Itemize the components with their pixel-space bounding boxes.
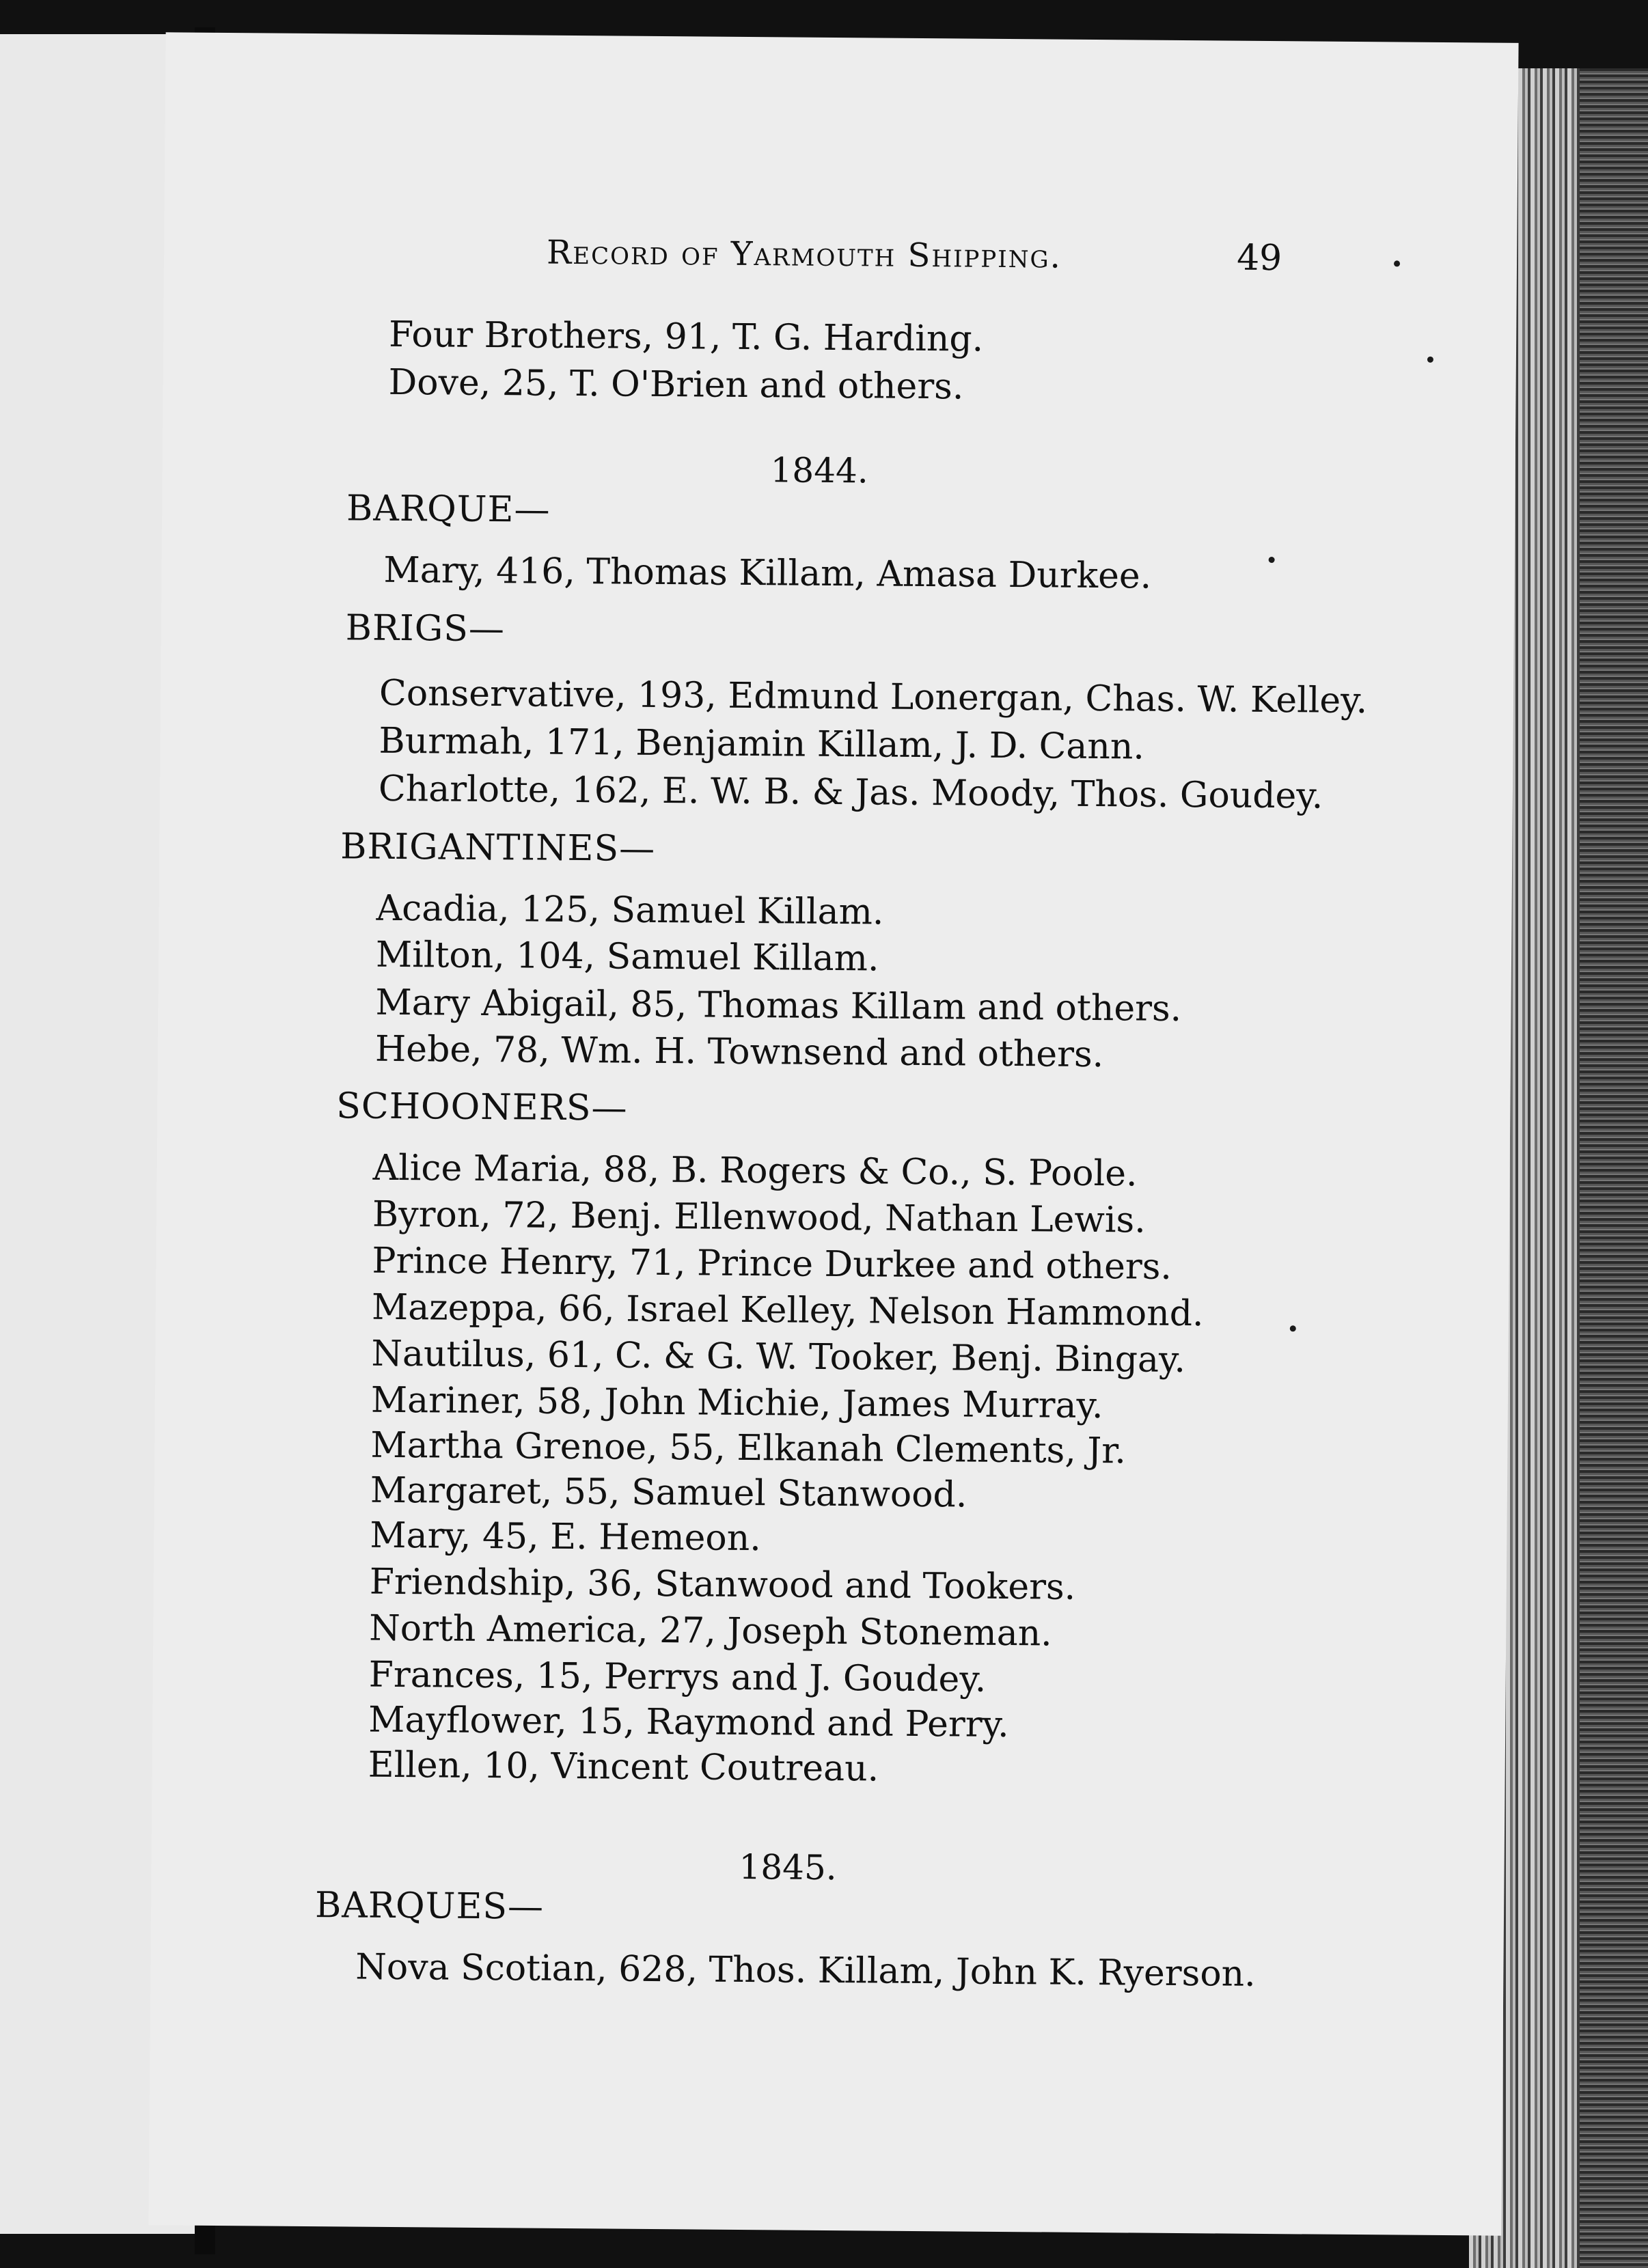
section-heading: SCHOONERS—: [336, 1085, 628, 1129]
entry-line: Mary Abigail, 85, Thomas Killam and others.: [375, 982, 1182, 1029]
entry-line: Mayflower, 15, Raymond and Perry.: [368, 1699, 1009, 1746]
ink-speck: [1394, 260, 1400, 266]
entry-line: Frances, 15, Perrys and J. Goudey.: [368, 1654, 987, 1700]
entry-line: Mariner, 58, John Michie, James Murray.: [370, 1379, 1103, 1427]
ink-speck: [1269, 557, 1275, 563]
entry-line: Nautilus, 61, C. & G. W. Tooker, Benj. Bingay.: [371, 1333, 1186, 1381]
entry-line: Hebe, 78, Wm. H. Townsend and others.: [374, 1028, 1104, 1076]
entry-line: Conservative, 193, Edmund Lonergan, Chas. W. Kelley.: [379, 672, 1368, 722]
entry-line: Prince Henry, 71, Prince Durkee and others.: [372, 1240, 1172, 1288]
year-heading: 1845.: [739, 1847, 837, 1888]
page-edge-shadow: [1580, 68, 1648, 2268]
entry-line: Friendship, 36, Stanwood and Tookers.: [369, 1561, 1076, 1608]
book-page: [148, 32, 1518, 2235]
section-heading: BRIGS—: [345, 607, 506, 650]
section-heading: BRIGANTINES—: [340, 826, 656, 870]
page-content: [148, 32, 1518, 2235]
entry-line: Burmah, 171, Benjamin Killam, J. D. Cann.: [379, 720, 1145, 768]
entry-line: Margaret, 55, Samuel Stanwood.: [370, 1469, 967, 1516]
section-heading: BARQUE—: [346, 488, 551, 531]
running-title: Record of Yarmouth Shipping.: [546, 233, 1062, 276]
ink-speck: [1427, 357, 1433, 363]
ink-speck: [1290, 1325, 1296, 1331]
entry-line: Martha Grenoe, 55, Elkanah Clements, Jr.: [370, 1424, 1127, 1472]
entry-line: Alice Maria, 88, B. Rogers & Co., S. Poole.: [372, 1147, 1138, 1195]
entry-line: Four Brothers, 91, T. G. Harding.: [388, 314, 984, 360]
entry-line: Mazeppa, 66, Israel Kelley, Nelson Hammond.: [371, 1286, 1204, 1335]
entry-line: North America, 27, Joseph Stoneman.: [369, 1607, 1052, 1655]
entry-line: Byron, 72, Benj. Ellenwood, Nathan Lewis.: [372, 1193, 1146, 1241]
entry-line: Dove, 25, T. O'Brien and others.: [388, 361, 964, 408]
entry-line: Acadia, 125, Samuel Killam.: [376, 887, 884, 933]
entry-line: Nova Scotian, 628, Thos. Killam, John K. Ryerson.: [355, 1946, 1256, 1995]
entry-line: Mary, 45, E. Hemeon.: [370, 1515, 761, 1560]
page-number: 49: [1236, 237, 1282, 279]
entry-line: Mary, 416, Thomas Killam, Amasa Durkee.: [383, 549, 1152, 597]
entry-line: Charlotte, 162, E. W. B. & Jas. Moody, Thos. Goudey.: [378, 768, 1323, 817]
section-heading: BARQUES—: [314, 1885, 545, 1928]
entry-line: Ellen, 10, Vincent Coutreau.: [368, 1744, 879, 1790]
entry-line: Milton, 104, Samuel Killam.: [375, 934, 879, 980]
year-heading: 1844.: [770, 450, 868, 491]
